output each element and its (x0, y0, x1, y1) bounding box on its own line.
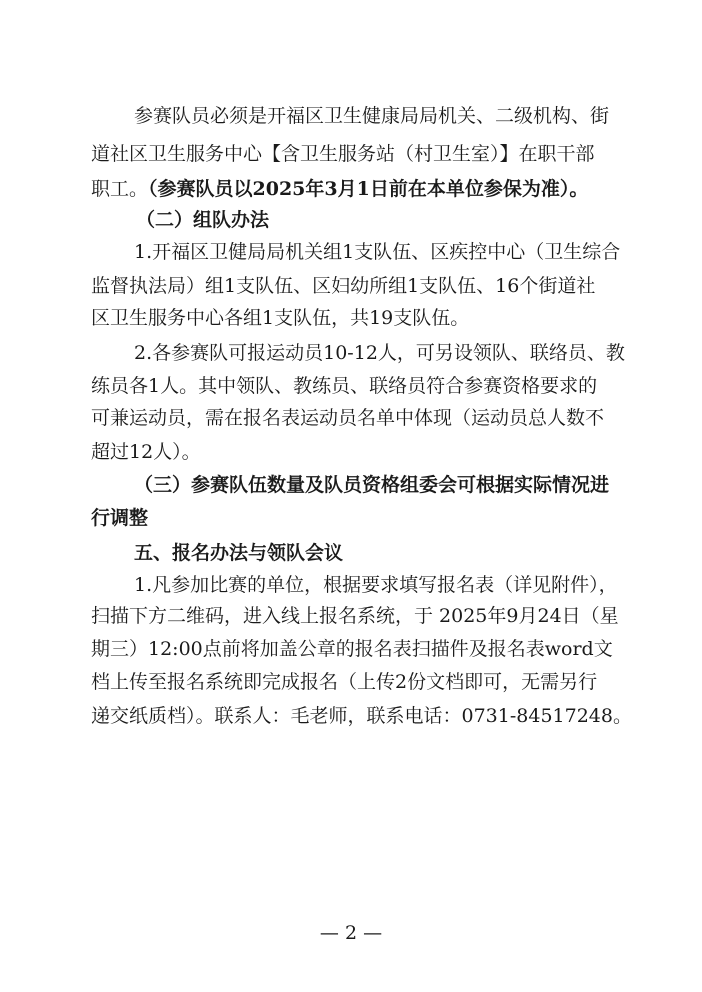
chapter-heading: 五、报名办法与领队会议 (134, 542, 344, 564)
section-heading: （二）组队办法 (136, 209, 270, 231)
paragraph-line: 1.开福区卫健局局机关组1支队伍、区疾控中心（卫生综合 (134, 241, 621, 263)
paragraph-line: 参赛队员必须是开福区卫生健康局局机关、二级机构、街 (134, 105, 610, 127)
paragraph-line: 监督执法局）组1支队伍、区妇幼所组1支队伍、16个街道社 (91, 275, 596, 297)
paragraph-line: 期三）12:00点前将加盖公章的报名表扫描件及报名表word文 (91, 638, 613, 660)
paragraph-line: 区卫生服务中心各组1支队伍，共19支队伍。 (91, 307, 470, 329)
paragraph-line: 职工。（参赛队员以2025年3月1日前在本单位参保为准）。 (91, 178, 589, 200)
paragraph-line: 档上传至报名系统即完成报名（上传2份文档即可，无需另行 (91, 671, 598, 693)
paragraph-line: 1.凡参加比赛的单位，根据要求填写报名表（详见附件）， (134, 574, 618, 596)
paragraph-line: 道社区卫生服务中心【含卫生服务站（村卫生室）】在职干部 (91, 143, 595, 165)
paragraph-line: 2.各参赛队可报运动员10-12人，可另设领队、联络员、教 (134, 342, 625, 364)
paragraph-line: 扫描下方二维码，进入线上报名系统，于 2025年9月24日（星 (91, 605, 619, 627)
page-number: — 2 — (319, 922, 383, 944)
paragraph-line: 超过12人）。 (91, 441, 201, 463)
paragraph-line: 递交纸质档）。联系人：毛老师，联系电话：0731-84517248。 (91, 705, 632, 727)
section-heading-continued: 行调整 (91, 507, 149, 529)
paragraph-line: 可兼运动员，需在报名表运动员名单中体现（运动员总人数不 (91, 407, 605, 429)
paragraph-line: 练员各1人。其中领队、教练员、联络员符合参赛资格要求的 (91, 375, 598, 397)
section-heading: （三）参赛队伍数量及队员资格组委会可根据实际情况进 (134, 474, 610, 496)
